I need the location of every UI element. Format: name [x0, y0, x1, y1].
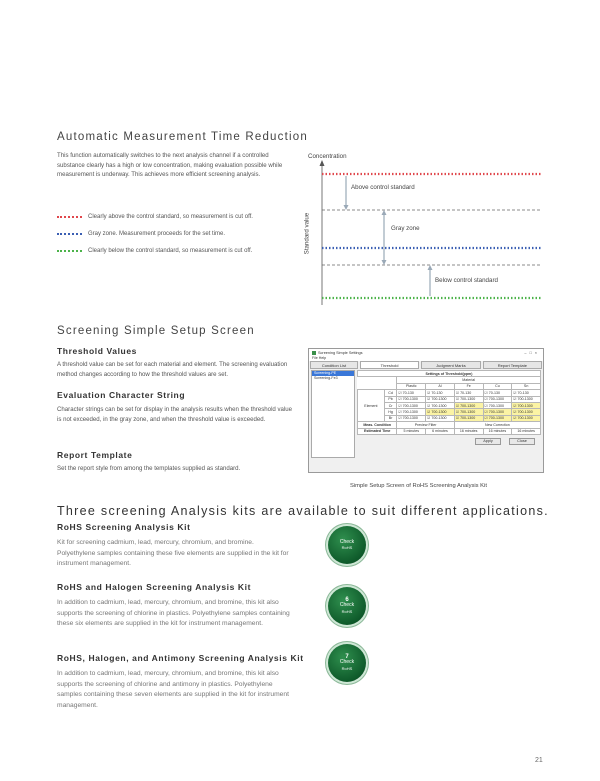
screenshot-caption: Simple Setup Screen of RoHS Screening Analysis Kit: [350, 483, 487, 489]
legend-item-above: Clearly above the control standard, so measurement is cut off.: [57, 212, 302, 222]
close-button[interactable]: Close: [509, 438, 535, 445]
threshold-cell[interactable]: ☑ 700-1300: [483, 402, 512, 408]
threshold-cell[interactable]: ☑ 70-130: [426, 390, 455, 396]
chart-label-below: Below control standard: [435, 277, 498, 284]
red-dotted-line-icon: [57, 216, 82, 218]
body-threshold: A threshold value can be set for each material and element. The screening evaluation method changes according to how the threshold values are set.: [57, 361, 288, 378]
threshold-cell[interactable]: ☑ 70-130: [397, 390, 426, 396]
table-row: Br ☑ 700-1300 ☑ 700-1300 ☑ 700-1300 ☑ 700-1300 ☑ 700-1300: [358, 415, 541, 421]
condition-list: [311, 370, 355, 458]
body-report-template: Set the report style from among the templates supplied as standard.: [57, 465, 241, 472]
blue-dotted-line-icon: [57, 233, 82, 235]
table-row: Estimated Time 5 minutes 6 minutes 16 minutes 16 minutes 16 minutes: [358, 428, 541, 434]
meas-condition-select[interactable]: Preview Filter: [397, 422, 454, 428]
kit-heading-rohs: RoHS Screening Analysis Kit: [57, 522, 191, 532]
condition-item[interactable]: Screening-Fe3: [314, 376, 338, 380]
kit-body-rohs: Kit for screening cadmium, lead, mercury, chromium, and bromine. Polyethylene samples containing these five elements are supplied in the kit for instrument management.: [57, 539, 289, 568]
heading-threshold: Threshold Values: [57, 346, 137, 356]
green-dotted-line-icon: [57, 250, 82, 252]
below-arrow-head-icon: [428, 265, 433, 270]
kit-badge-halogen-image: 6 Check RoHS: [328, 587, 366, 625]
screenshot-menu: File Help: [309, 356, 543, 361]
above-arrow-head-icon: [344, 205, 349, 210]
threshold-cell[interactable]: ☑ 700-1300: [426, 402, 455, 408]
window-controls-icon: –□×: [524, 350, 540, 355]
concentration-diagram: [300, 160, 545, 308]
page-number: 21: [535, 757, 543, 764]
setup-screenshot: [308, 348, 544, 473]
threshold-table: [357, 370, 541, 435]
section-body-time-reduction: This function automatically switches to the next analysis channel if a controlled substance clearly has a high or low concentration, making evaluation possible while measurement is underway. This achieves more efficient screening analysis.: [57, 152, 283, 179]
kit-heading-halogen: RoHS and Halogen Screening Analysis Kit: [57, 582, 252, 592]
chart-axis-label: Standard value: [303, 212, 311, 255]
threshold-cell[interactable]: ☑ 700-1300: [397, 396, 426, 402]
legend-item-gray: Gray zone. Measurement proceeds for the set time.: [57, 229, 302, 239]
threshold-cell[interactable]: ☑ 700-1300: [426, 409, 455, 415]
material-header: Material: [397, 377, 541, 383]
chart-y-label: Concentration: [308, 153, 347, 160]
meas-condition-select-2[interactable]: New Correction: [454, 422, 540, 428]
material-plastic: Plastic: [397, 383, 426, 389]
table-row: Element Cd ☑ 70-130 ☑ 70-130 ☑ 70-130 ☑ 70-130 ☑ 70-130: [358, 390, 541, 396]
tab-threshold[interactable]: Threshold: [360, 361, 419, 369]
kit-body-antimony: In addition to cadmium, lead, mercury, chromium, and bromine, this kit also supports the screening of chlorine and antimony in plastics. Polyethylene samples containing these seven elements are supplied in the kit for instrument management.: [57, 670, 289, 709]
gray-arrow-head-up-icon: [382, 210, 387, 215]
material-al: Al: [426, 383, 455, 389]
threshold-cell[interactable]: ☑ 700-1300: [512, 396, 541, 402]
material-sn: Sn: [512, 383, 541, 389]
kit-body-halogen: In addition to cadmium, lead, mercury, chromium, and bromine, this kit also supports the screening of chlorine in plastics. Polyethylene samples containing these six elements are supplied in the kit for instrument management.: [57, 599, 290, 628]
kit-badge-rohs-image: Check RoHS: [328, 526, 366, 564]
threshold-cell[interactable]: ☑ 700-1300: [397, 409, 426, 415]
threshold-cell[interactable]: ☑ 700-1300: [454, 415, 483, 421]
section-title-kits: Three screening Analysis kits are available to suit different applications.: [57, 504, 549, 518]
table-row: Cr ☑ 700-1300 ☑ 700-1300 ☑ 700-1300 ☑ 700-1300 ☑ 700-1300: [358, 402, 541, 408]
threshold-cell[interactable]: ☑ 700-1300: [454, 409, 483, 415]
legend: [57, 212, 302, 256]
threshold-cell[interactable]: ☑ 700-1300: [454, 396, 483, 402]
threshold-cell[interactable]: ☑ 700-1300: [426, 415, 455, 421]
legend-item-below: Clearly below the control standard, so measurement is cut off.: [57, 246, 302, 256]
threshold-cell[interactable]: ☑ 70-130: [512, 390, 541, 396]
condition-item[interactable]: Screening-PE: [312, 371, 354, 376]
threshold-cell[interactable]: ☑ 70-130: [454, 390, 483, 396]
threshold-cell[interactable]: ☑ 700-1300: [426, 396, 455, 402]
section-title-setup: Screening Simple Setup Screen: [57, 325, 255, 337]
gray-arrow-head-down-icon: [382, 260, 387, 265]
material-fe: Fe: [454, 383, 483, 389]
table-row: Hg ☑ 700-1300 ☑ 700-1300 ☑ 700-1300 ☑ 700-1300 ☑ 700-1300: [358, 409, 541, 415]
chart-label-above: Above control standard: [351, 184, 415, 191]
screenshot-titlebar: Screening Simple Settings –□×: [309, 349, 543, 356]
table-row: Pb ☑ 700-1300 ☑ 700-1300 ☑ 700-1300 ☑ 700-1300 ☑ 700-1300: [358, 396, 541, 402]
threshold-cell[interactable]: ☑ 700-1300: [397, 415, 426, 421]
threshold-cell[interactable]: ☑ 700-1300: [483, 415, 512, 421]
threshold-cell[interactable]: ☑ 700-1300: [483, 409, 512, 415]
heading-report-template: Report Template: [57, 450, 133, 460]
tab-condition-list[interactable]: Condition List: [310, 361, 358, 369]
threshold-cell[interactable]: ☑ 700-1300: [512, 415, 541, 421]
threshold-cell[interactable]: ☑ 70-130: [483, 390, 512, 396]
threshold-cell[interactable]: ☑ 700-1300: [512, 409, 541, 415]
body-eval-string: Character strings can be set for display in the analysis results when the threshold value is not exceeded, in the gray zone, and when the threshold value is exceeded.: [57, 406, 293, 423]
tab-judgment-marks[interactable]: Judgment Marks: [421, 361, 480, 369]
threshold-cell[interactable]: ☑ 700-1300: [397, 402, 426, 408]
threshold-cell[interactable]: ☑ 700-1300: [512, 402, 541, 408]
element-header: Element: [358, 390, 385, 422]
screenshot-tabs: [309, 361, 543, 369]
section-title-time-reduction: Automatic Measurement Time Reduction: [57, 131, 308, 143]
threshold-cell[interactable]: ☑ 700-1300: [483, 396, 512, 402]
tab-report-template[interactable]: Report Template: [483, 361, 542, 369]
table-title: Settings of Threshold(ppm): [358, 371, 541, 377]
app-icon: [312, 351, 316, 355]
material-cu: Cu: [483, 383, 512, 389]
table-row: Meas. Condition Preview Filter New Correction: [358, 422, 541, 428]
kit-badge-antimony-image: 7 Check RoHS: [328, 644, 366, 682]
kit-heading-antimony: RoHS, Halogen, and Antimony Screening Analysis Kit: [57, 653, 304, 663]
apply-button[interactable]: Apply: [475, 438, 501, 445]
chart-label-gray: Gray zone: [391, 225, 420, 232]
threshold-cell[interactable]: ☑ 700-1300: [454, 402, 483, 408]
heading-eval-string: Evaluation Character String: [57, 390, 186, 400]
y-axis-arrow-icon: [320, 160, 325, 166]
